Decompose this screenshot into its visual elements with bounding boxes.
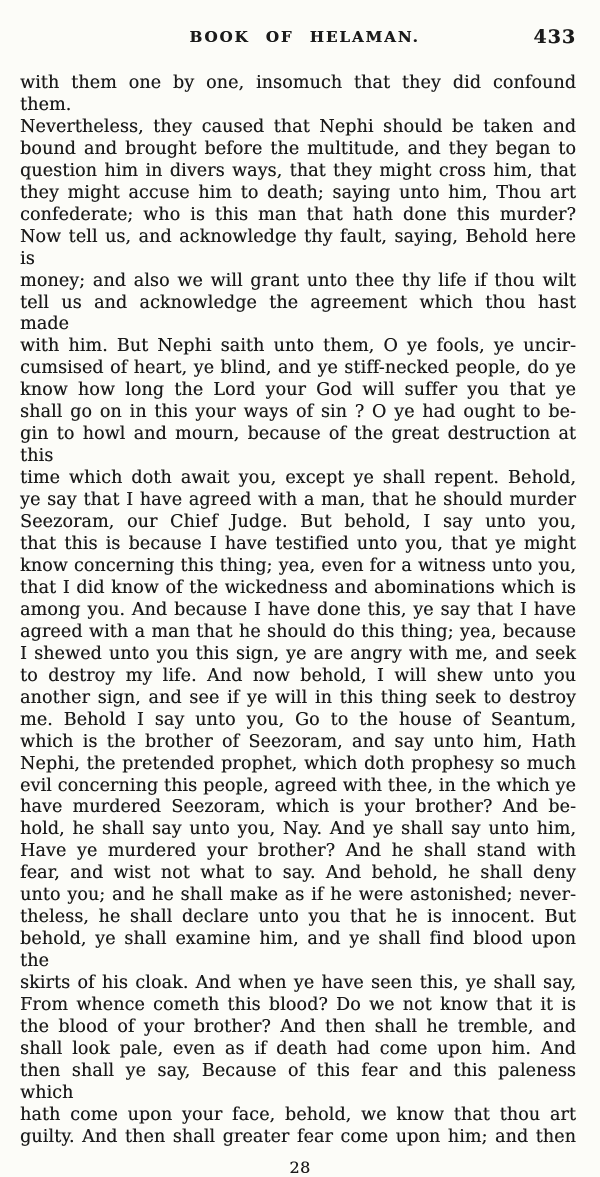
text-line: theless, he shall declare unto you that he is innocent. But [20, 907, 576, 928]
text-line: that I did know of the wickedness and abominations which is [20, 577, 576, 598]
text-line: with him. But Nephi saith unto them, O ye fools, ye uncir- [20, 336, 576, 357]
text-line: bound and brought before the multitude, and they began to [20, 138, 576, 159]
running-title: BOOK OF HELAMAN. [189, 28, 420, 46]
text-line: confederate; who is this man that hath done this murder? [20, 204, 576, 225]
text-line: to destroy my life. And now behold, I will shew unto you [20, 665, 576, 686]
text-line: know how long the Lord your God will suffer you that ye [20, 380, 576, 401]
text-line: me. Behold I say unto you, Go to the house of Seantum, [20, 709, 576, 730]
text-line: unto you; and he shall make as if he were astonished; never- [20, 885, 576, 906]
text-line: with them one by one, insomuch that they did confound them. [20, 73, 576, 115]
text-line: hold, he shall say unto you, Nay. And ye shall say unto him, [20, 819, 576, 840]
text-line: agreed with a man that he should do this thing; yea, because [20, 621, 576, 642]
text-line: Seezoram, our Chief Judge. But behold, I say unto you, [20, 512, 576, 533]
text-line: shall look pale, even as if death had come upon him. And [20, 1038, 576, 1059]
text-line: which is the brother of Seezoram, and say unto him, Hath [20, 731, 576, 752]
text-line: skirts of his cloak. And when ye have seen this, ye shall say, [20, 973, 576, 994]
page-header [0, 26, 600, 48]
text-line: From whence cometh this blood? Do we not know that it is [20, 995, 576, 1016]
text-line: among you. And because I have done this, ye say that I have [20, 599, 576, 620]
text-line: behold, ye shall examine him, and ye shall find blood upon the [20, 929, 576, 972]
text-line: have murdered Seezoram, which is your brother? And be- [20, 797, 576, 818]
scanned-book-page [0, 26, 600, 1177]
text-line: hath come upon your face, behold, we know that thou art [20, 1104, 576, 1125]
text-line: Now tell us, and acknowledge thy fault, saying, Behold here is [20, 226, 576, 269]
text-line: know concerning this thing; yea, even for a witness unto you, [20, 555, 576, 576]
text-line: Nevertheless, they caused that Nephi should be taken and [20, 116, 576, 137]
text-line: evil concerning this people, agreed with thee, in the which ye [20, 775, 576, 796]
text-line: I shewed unto you this sign, ye are angry with me, and seek [20, 643, 576, 664]
body-text [20, 73, 576, 1149]
text-line: cumsised of heart, ye blind, and ye stiff-necked people, do ye [20, 358, 576, 379]
text-line: ye say that I have agreed with a man, that he should murder [20, 490, 576, 511]
text-line: Nephi, the pretended prophet, which doth prophesy so much [20, 753, 576, 774]
text-line: question him in divers ways, that they might cross him, that [20, 160, 576, 181]
text-line: gin to howl and mourn, because of the great destruction at this [20, 424, 576, 467]
signature-mark: 28 [289, 1157, 311, 1177]
text-line: time which doth await you, except ye shall repent. Behold, [20, 468, 576, 489]
text-line: guilty. And then shall greater fear come upon him; and then [20, 1126, 576, 1147]
page-number: 433 [533, 26, 576, 48]
text-line: the blood of your brother? And then shall he tremble, and [20, 1016, 576, 1037]
text-line: shall go on in this your ways of sin ? O ye had ought to be- [20, 402, 576, 423]
text-line: they might accuse him to death; saying unto him, Thou art [20, 182, 576, 203]
text-line: another sign, and see if ye will in this thing seek to destroy [20, 687, 576, 708]
text-line: fear, and wist not what to say. And behold, he shall deny [20, 863, 576, 884]
text-line: tell us and acknowledge the agreement which thou hast made [20, 292, 576, 335]
text-line: that this is because I have testified unto you, that ye might [20, 534, 576, 555]
text-line: Have ye murdered your brother? And he shall stand with [20, 841, 576, 862]
text-line: then shall ye say, Because of this fear and this paleness which [20, 1060, 576, 1103]
text-line: money; and also we will grant unto thee thy life if thou wilt [20, 270, 576, 291]
